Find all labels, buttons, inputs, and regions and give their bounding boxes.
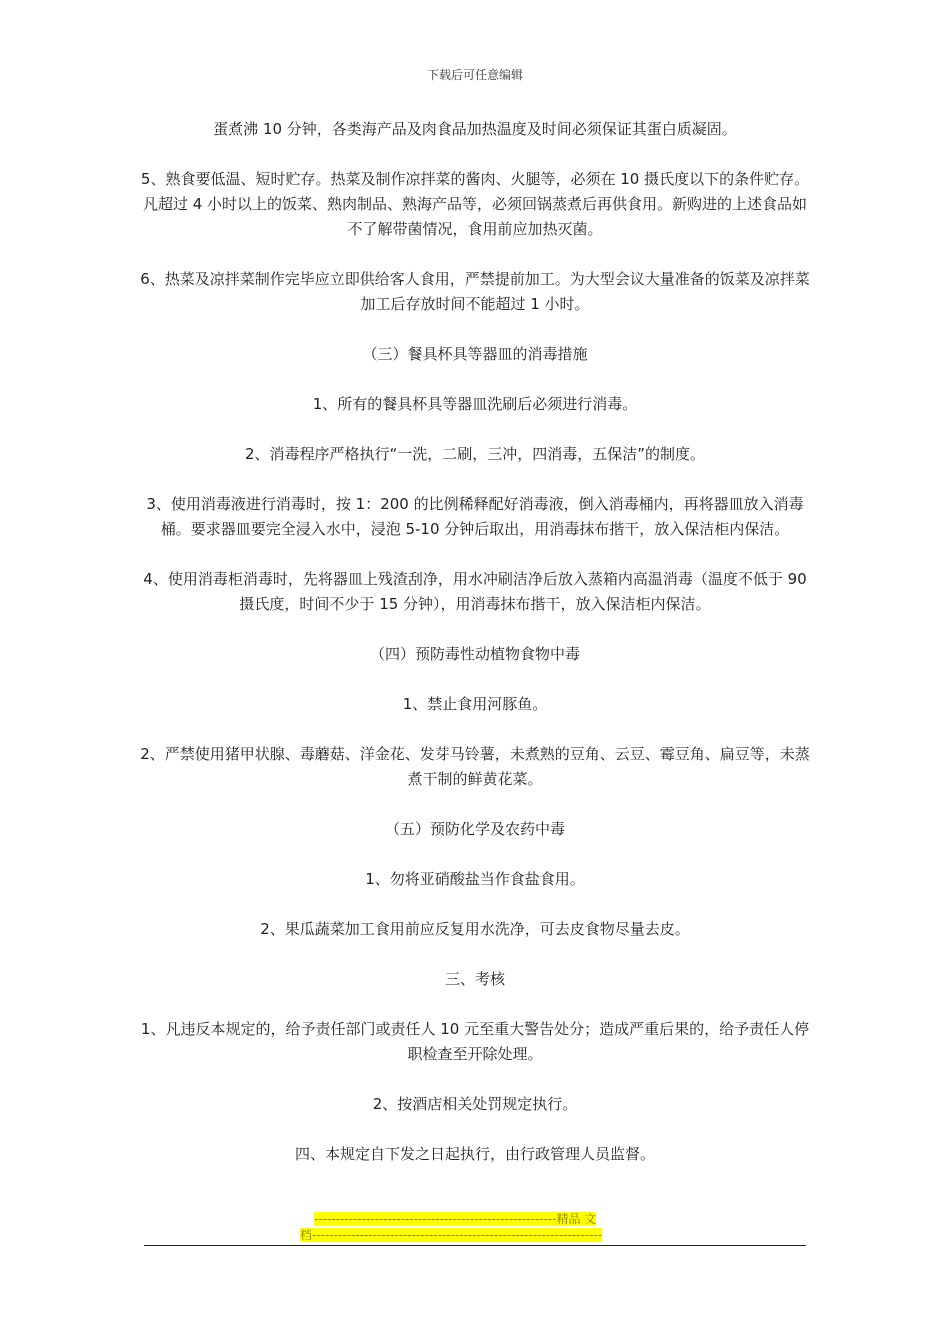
paragraph-3: 6、热菜及凉拌菜制作完毕应立即供给客人食用，严禁提前加工。为大型会议大量准备的饭菜及凉拌菜加工后存放时间不能超过 1 小时。 [140, 270, 810, 313]
paragraph-13: 2、按酒店相关处罚规定执行。 [372, 1095, 578, 1113]
paragraph-2: 5、熟食要低温、短时贮存。热菜及制作凉拌菜的酱肉、火腿等，必须在 10 摄氏度以下的条件贮存。凡超过 4 小时以上的饭菜、熟肉制品、熟海产品等，必须回锅蒸煮后再供食用。新购进的上述食品如不了解带菌情况，食用前应加热灭菌。 [140, 170, 810, 238]
footer-line-2: 档------------------------------------------------------------------- [300, 1228, 603, 1242]
section-heading-5: （五）预防化学及农药中毒 [384, 820, 565, 838]
paragraph-4: 1、所有的餐具杯具等器皿洗刷后必须进行消毒。 [312, 395, 638, 413]
section-heading-3: （三）餐具杯具等器皿的消毒措施 [362, 345, 588, 363]
paragraph-14: 四、本规定自下发之日起执行，由行政管理人员监督。 [294, 1145, 655, 1163]
paragraph-6: 3、使用消毒液进行消毒时，按 1：200 的比例稀释配好消毒液，倒入消毒桶内，再将器皿放入消毒桶。要求器皿要完全浸入水中，浸泡 5-10 分钟后取出，用消毒抹布揩干，放入保洁柜内保洁。 [146, 495, 804, 538]
paragraph-10: 1、勿将亚硝酸盐当作食盐食用。 [365, 870, 585, 888]
paragraph-12: 1、凡违反本规定的，给予责任部门或责任人 10 元至重大警告处分；造成严重后果的，给予责任人停职检查至开除处理。 [140, 1020, 810, 1063]
paragraph-8: 1、禁止食用河豚鱼。 [402, 695, 548, 713]
footer-divider [144, 1245, 806, 1246]
paragraph-11: 2、果瓜蔬菜加工食用前应反复用水洗净，可去皮食物尽量去皮。 [260, 920, 690, 938]
section-heading-assessment: 三、考核 [444, 970, 505, 988]
document-body [140, 117, 810, 1192]
section-heading-4: （四）预防毒性动植物食物中毒 [369, 645, 580, 663]
paragraph-9: 2、严禁使用猪甲状腺、毒蘑菇、洋金花、发芽马铃薯，未煮熟的豆角、云豆、霉豆角、扁豆等，未蒸煮干制的鲜黄花菜。 [140, 745, 810, 788]
footer-line-1: --------------------------------------------------------精品 文 [314, 1212, 597, 1226]
footer-watermark [300, 1211, 650, 1243]
page-header: 下载后可任意编辑 [426, 68, 523, 82]
paragraph-7: 4、使用消毒柜消毒时，先将器皿上残渣刮净，用水冲刷洁净后放入蒸箱内高温消毒（温度不低于 90 摄氏度，时间不少于 15 分钟），用消毒抹布揩干，放入保洁柜内保洁。 [143, 570, 807, 613]
paragraph-1: 蛋煮沸 10 分钟，各类海产品及肉食品加热温度及时间必须保证其蛋白质凝固。 [213, 120, 737, 138]
paragraph-5: 2、消毒程序严格执行“一洗，二刷，三冲，四消毒，五保洁”的制度。 [244, 445, 706, 463]
